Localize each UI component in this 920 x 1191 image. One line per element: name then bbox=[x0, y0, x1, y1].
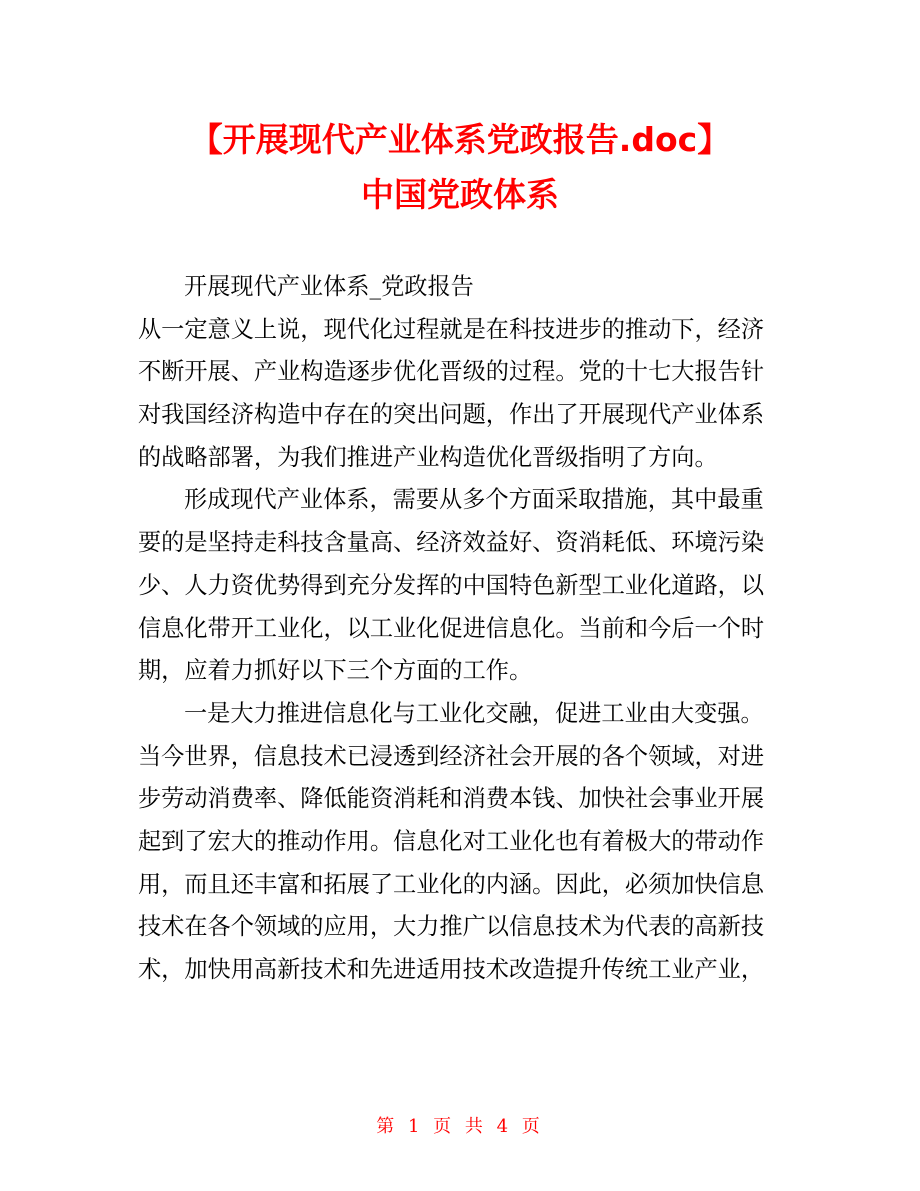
body-line: 对我国经济构造中存在的突出问题，作出了开展现代产业体系 bbox=[138, 401, 765, 429]
body-line: 少、人力资优势得到充分发挥的中国特色新型工业化道路，以 bbox=[138, 571, 765, 599]
body-line: 期，应着力抓好以下三个方面的工作。 bbox=[138, 657, 533, 685]
body-line: 信息化带开工业化，以工业化促进信息化。当前和今后一个时 bbox=[138, 614, 765, 642]
body-line: 术，加快用高新技术和先进适用技术改造提升传统工业产业， bbox=[138, 956, 765, 983]
body-line: 起到了宏大的推动作用。信息化对工业化也有着极大的带动作 bbox=[138, 827, 765, 855]
title-line-1: 【开展现代产业体系党政报告.doc】 bbox=[189, 120, 731, 159]
page-number-footer: 第 1 页 共 4 页 bbox=[376, 1116, 544, 1137]
body-line: 一是大力推进信息化与工业化交融，促进工业由大变强。 bbox=[184, 699, 764, 727]
body-line: 步劳动消费率、降低能资消耗和消费本钱、加快社会事业开展 bbox=[138, 785, 765, 813]
body-line: 当今世界，信息技术已浸透到经济社会开展的各个领域，对进 bbox=[138, 742, 765, 770]
body-line: 的战略部署，为我们推进产业构造优化晋级指明了方向。 bbox=[138, 443, 718, 471]
body-line: 从一定意义上说，现代化过程就是在科技进步的推动下，经济 bbox=[138, 315, 765, 343]
body-line: 形成现代产业体系，需要从多个方面采取措施，其中最重 bbox=[184, 486, 764, 514]
body-line: 不断开展、产业构造逐步优化晋级的过程。党的十七大报告针 bbox=[138, 358, 765, 386]
document-title bbox=[0, 112, 920, 222]
body-line: 用，而且还丰富和拓展了工业化的内涵。因此，必须加快信息 bbox=[138, 870, 765, 898]
title-line-2: 中国党政体系 bbox=[361, 175, 559, 214]
body-text bbox=[138, 266, 788, 992]
body-line: 要的是坚持走科技含量高、经济效益好、资消耗低、环境污染 bbox=[138, 529, 765, 557]
body-line: 技术在各个领域的应用，大力推广以信息技术为代表的高新技 bbox=[138, 913, 765, 941]
body-line: 开展现代产业体系_党政报告 bbox=[184, 273, 474, 300]
